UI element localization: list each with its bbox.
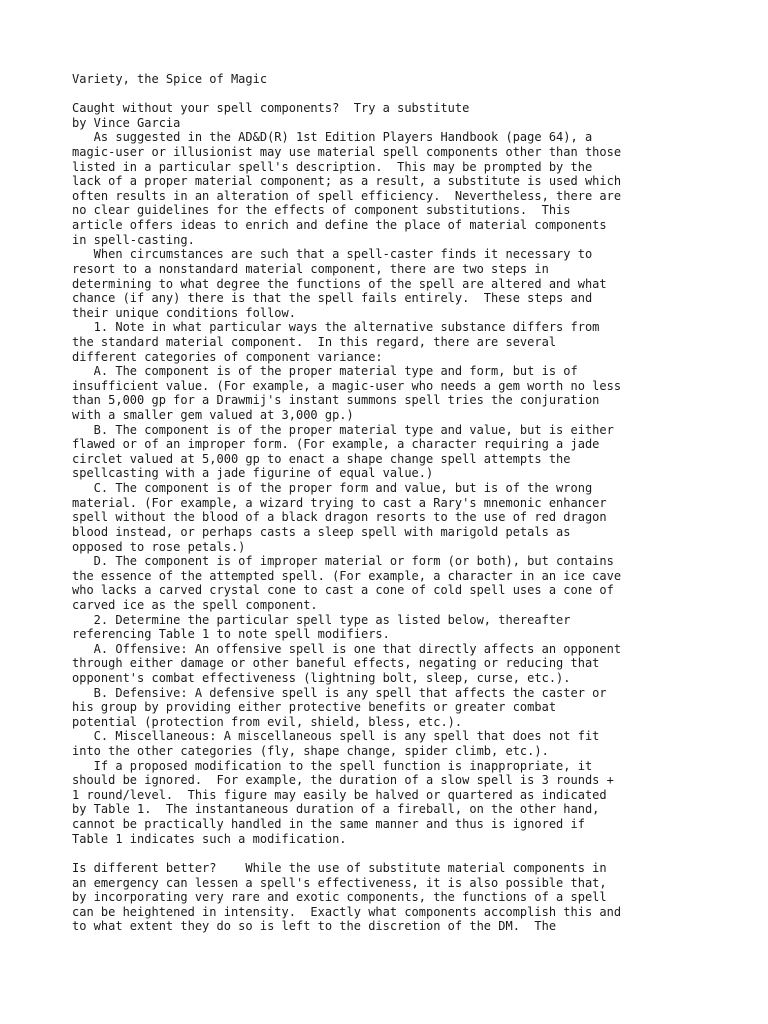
text-line: in spell-casting. (72, 232, 195, 247)
text-line: spellcasting with a jade figurine of equal value.) (72, 466, 434, 481)
text-line: circlet valued at 5,000 gp to enact a shape change spell attempts the (72, 451, 571, 466)
text-line: chance (if any) there is that the spell fails entirely. These steps and (72, 291, 593, 306)
text-line: his group by providing either protective benefits or greater combat (72, 700, 557, 715)
text-line: A. Offensive: An offensive spell is one that directly affects an opponent (72, 641, 622, 656)
text-line: opposed to rose petals.) (72, 539, 246, 554)
text-line: no clear guidelines for the effects of component substitutions. This (72, 203, 571, 218)
byline: by Vince Garcia (72, 115, 181, 130)
text-line: flawed or of an improper form. (For example, a character requiring a jade (72, 437, 600, 452)
text-line: article offers ideas to enrich and define the place of material components (72, 218, 607, 233)
text-line: spell without the blood of a black dragon resorts to the use of red dragon (72, 510, 607, 525)
article-subtitle: Caught without your spell components? Try a substitute (72, 101, 470, 116)
text-line: by Table 1. The instantaneous duration of a fireball, on the other hand, (72, 802, 600, 817)
document-page (72, 72, 752, 934)
text-line: cannot be practically handled in the same manner and thus is ignored if (72, 817, 585, 832)
text-line: listed in a particular spell's description. This may be prompted by the (72, 159, 593, 174)
text-line: by incorporating very rare and exotic components, the functions of a spell (72, 890, 607, 905)
text-line: When circumstances are such that a spell-caster finds it necessary to (72, 247, 593, 262)
text-line: to what extent they do so is left to the discretion of the DM. The (72, 919, 557, 934)
section-heading-line: Is different better? While the use of substitute material components in (72, 860, 607, 875)
text-line: often results in an alteration of spell efficiency. Nevertheless, there are (72, 188, 622, 203)
text-line: referencing Table 1 to note spell modifiers. (72, 627, 390, 642)
text-line: potential (protection from evil, shield, bless, etc.). (72, 714, 463, 729)
text-line: should be ignored. For example, the duration of a slow spell is 3 rounds + (72, 773, 614, 788)
text-line: 1. Note in what particular ways the alternative substance differs from (72, 320, 600, 335)
text-line: resort to a nonstandard material component, there are two steps in (72, 261, 549, 276)
text-line: lack of a proper material component; as a result, a substitute is used which (72, 174, 622, 189)
text-line: C. Miscellaneous: A miscellaneous spell is any spell that does not fit (72, 729, 600, 744)
text-line: can be heightened in intensity. Exactly what components accomplish this and (72, 904, 622, 919)
text-line: through either damage or other baneful effects, negating or reducing that (72, 656, 600, 671)
text-line: B. The component is of the proper material type and value, but is either (72, 422, 614, 437)
text-line: If a proposed modification to the spell function is inappropriate, it (72, 758, 593, 773)
text-line: their unique conditions follow. (72, 305, 296, 320)
text-line: opponent's combat effectiveness (lightning bolt, sleep, curse, etc.). (72, 670, 571, 685)
text-line: different categories of component variance: (72, 349, 383, 364)
text-line: carved ice as the spell component. (72, 597, 318, 612)
text-line: As suggested in the AD&D(R) 1st Edition Players Handbook (page 64), a (72, 130, 593, 145)
text-line: than 5,000 gp for a Drawmij's instant summons spell tries the conjuration (72, 393, 600, 408)
text-line: 2. Determine the particular spell type as listed below, thereafter (72, 612, 571, 627)
text-line: A. The component is of the proper material type and form, but is of (72, 364, 578, 379)
text-line: insufficient value. (For example, a magic-user who needs a gem worth no less (72, 378, 622, 393)
text-line: material. (For example, a wizard trying to cast a Rary's mnemonic enhancer (72, 495, 607, 510)
blank-line (72, 846, 752, 861)
text-line: determining to what degree the functions of the spell are altered and what (72, 276, 607, 291)
text-line: the standard material component. In this regard, there are several (72, 334, 557, 349)
text-line: 1 round/level. This figure may easily be halved or quartered as indicated (72, 787, 607, 802)
document-title: Variety, the Spice of Magic (72, 72, 268, 86)
text-line: an emergency can lessen a spell's effectiveness, it is also possible that, (72, 875, 607, 890)
text-line: the essence of the attempted spell. (For example, a character in an ice cave (72, 568, 622, 583)
text-line: who lacks a carved crystal cone to cast a cone of cold spell uses a cone of (72, 583, 614, 598)
blank-line (72, 87, 752, 102)
text-line: D. The component is of improper material or form (or both), but contains (72, 554, 614, 569)
text-line: blood instead, or perhaps casts a sleep spell with marigold petals as (72, 524, 571, 539)
text-line: magic-user or illusionist may use material spell components other than those (72, 145, 622, 160)
text-line: Table 1 indicates such a modification. (72, 831, 347, 846)
text-line: with a smaller gem valued at 3,000 gp.) (72, 408, 354, 423)
text-line: B. Defensive: A defensive spell is any spell that affects the caster or (72, 685, 607, 700)
text-line: C. The component is of the proper form and value, but is of the wrong (72, 481, 593, 496)
text-line: into the other categories (fly, shape change, spider climb, etc.). (72, 744, 549, 759)
